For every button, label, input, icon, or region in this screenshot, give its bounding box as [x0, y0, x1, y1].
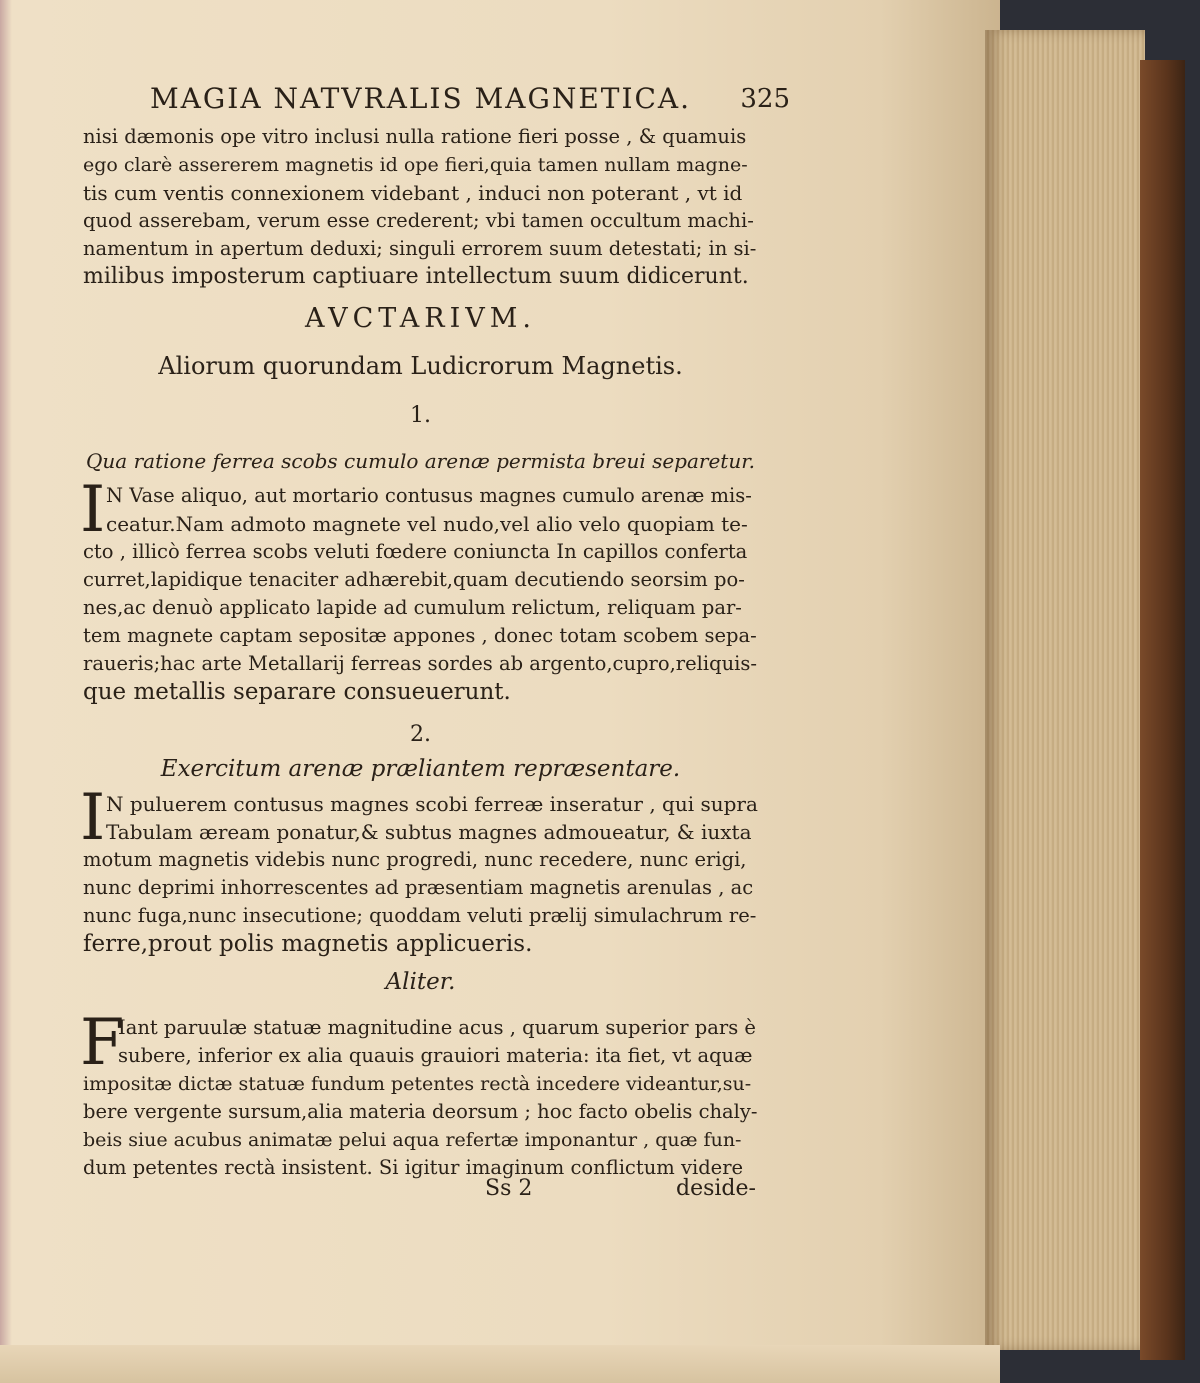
section-1-number: 1. [410, 403, 431, 428]
page-edges [985, 30, 1145, 1350]
text-line: beis siue acubus animatæ pelui aqua refertæ imponantur , quæ fun- [83, 1129, 742, 1151]
text-line: N puluerem contusus magnes scobi ferreæ inseratur , qui supra [106, 792, 758, 816]
text-line: nunc deprimi inhorrescentes ad præsentiam magnetis arenulas , ac [83, 876, 754, 899]
drop-cap: I [80, 473, 106, 547]
text-line: impositæ dictæ statuæ fundum petentes rectà incedere videantur,su- [83, 1073, 752, 1095]
text-line: subere, inferior ex alia quauis grauiori materia: ita fiet, vt aquæ [118, 1044, 753, 1067]
section-2-title: Exercitum arenæ præliantem repræsentare. [160, 756, 681, 782]
text-line: curret,lapidique tenaciter adhærebit,quam decutiendo seorsim po- [83, 568, 745, 591]
auctarium-subheading: Aliorum quorundam Ludicrorum Magnetis. [158, 352, 683, 380]
header-title: MAGIA NATVRALIS MAGNETICA. [150, 82, 692, 115]
text-line: ceatur.Nam admoto magnete vel nudo,vel alio velo quopiam te- [106, 512, 748, 536]
text-line: quod asserebam, verum esse crederent; vbi tamen occultum machi- [83, 209, 754, 232]
text-line: raueris;hac arte Metallarij ferreas sordes ab argento,cupro,reliquis- [83, 652, 757, 675]
auctarium-heading: AVCTARIVM. [304, 303, 537, 334]
text-line: motum magnetis videbis nunc progredi, nunc recedere, nunc erigi, [83, 848, 747, 871]
text-line: nes,ac denuò applicato lapide ad cumulum relictum, reliquam par- [83, 596, 742, 619]
text-line: tem magnete captam sepositæ appones , donec totam scobem sepa- [83, 624, 757, 647]
catchword: deside- [676, 1176, 756, 1201]
drop-cap: F [80, 1006, 125, 1080]
text-line: namentum in apertum deduxi; singuli errorem suum detestati; in si- [83, 237, 757, 260]
running-header [150, 82, 790, 122]
book-cover-edge [1140, 60, 1185, 1360]
drop-cap: I [80, 781, 106, 855]
page-number: 325 [740, 84, 790, 114]
gutter-shadow [0, 0, 12, 1383]
text-line: nisi dæmonis ope vitro inclusi nulla ratione fieri posse , & quamuis [83, 125, 747, 148]
section-2-number: 2. [410, 722, 431, 747]
text-line: milibus imposterum captiuare intellectum suum didicerunt. [83, 264, 749, 289]
text-line: ego clarè assererem magnetis id ope fieri,quia tamen nullam magne- [83, 154, 748, 176]
text-line: cto , illicò ferrea scobs veluti fœdere coniuncta In capillos conferta [83, 540, 748, 563]
text-line: Tabulam æream ponatur,& subtus magnes admoueatur, & iuxta [106, 820, 752, 844]
text-line: Iant paruulæ statuæ magnitudine acus , quarum superior pars è [118, 1016, 756, 1039]
text-line: nunc fuga,nunc insecutione; quoddam veluti prælij simulachrum re- [83, 904, 757, 927]
text-line: tis cum ventis connexionem videbant , induci non poterant , vt id [83, 181, 743, 205]
text-line: que metallis separare consueuerunt. [83, 679, 511, 705]
text-line: dum petentes rectà insistent. Si igitur imaginum conflictum videre [83, 1156, 744, 1179]
signature-mark: Ss 2 [485, 1176, 533, 1201]
text-line: bere vergente sursum,alia materia deorsum ; hoc facto obelis chaly- [83, 1100, 758, 1123]
page-bottom [0, 1345, 1000, 1383]
text-line: N Vase aliquo, aut mortario contusus magnes cumulo arenæ mis- [106, 484, 752, 507]
section-1-title: Qua ratione ferrea scobs cumulo arenæ permista breui separetur. [86, 449, 755, 473]
aliter-title: Aliter. [385, 969, 456, 995]
text-line: ferre,prout polis magnetis applicueris. [83, 931, 533, 957]
